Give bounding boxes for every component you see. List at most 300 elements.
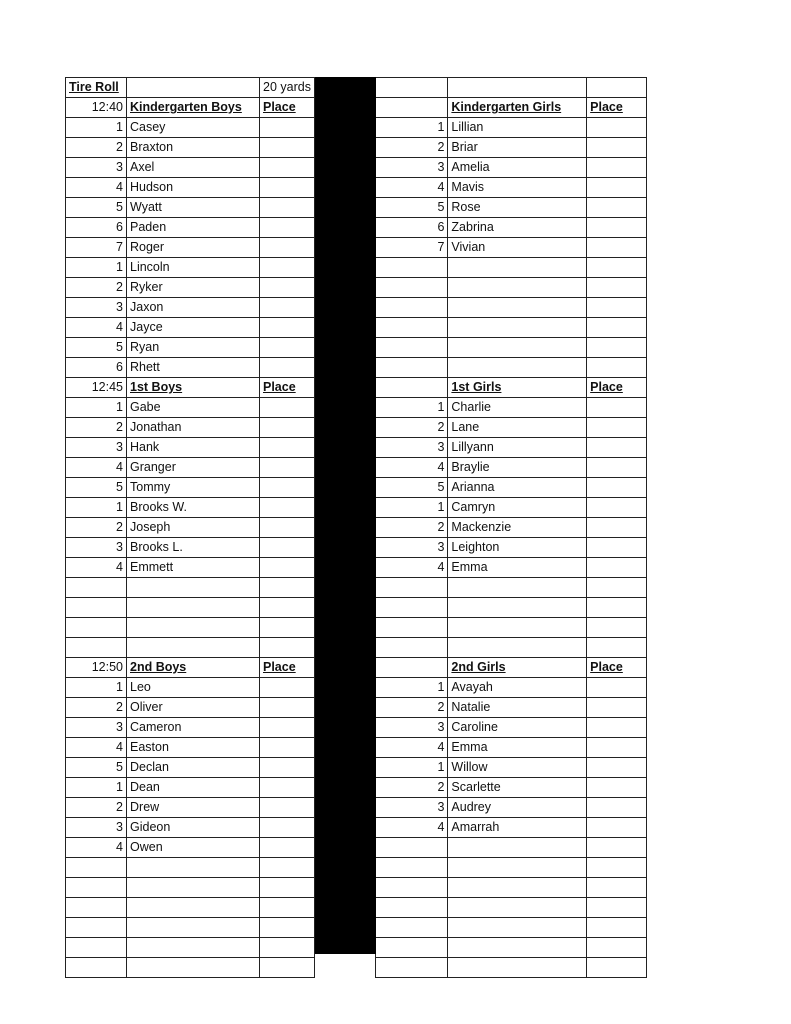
left-table-row <box>66 418 315 438</box>
runner-name-cell: Granger <box>127 458 260 478</box>
place-cell <box>587 518 647 538</box>
right-table-row <box>376 818 647 838</box>
place-cell <box>587 318 647 338</box>
heat-number-cell <box>66 918 127 938</box>
place-cell <box>587 338 647 358</box>
place-cell <box>587 698 647 718</box>
heat-number-cell <box>66 938 127 958</box>
place-cell <box>587 758 647 778</box>
right-table-row <box>376 378 647 398</box>
heat-number-cell: 3 <box>66 158 127 178</box>
right-table-row <box>376 698 647 718</box>
runner-name-cell <box>448 878 587 898</box>
place-cell <box>260 318 315 338</box>
place-cell <box>260 278 315 298</box>
runner-name-cell <box>448 358 587 378</box>
place-cell <box>587 418 647 438</box>
right-table-row <box>376 558 647 578</box>
right-table-row <box>376 158 647 178</box>
heat-number-cell: 2 <box>66 698 127 718</box>
heat-number-cell <box>376 318 448 338</box>
place-cell <box>260 178 315 198</box>
left-table-row <box>66 758 315 778</box>
runner-name-cell: Gideon <box>127 818 260 838</box>
runner-name-cell: Kindergarten Girls <box>448 98 587 118</box>
heat-number-cell <box>66 898 127 918</box>
left-table-row <box>66 578 315 598</box>
runner-name-cell: Jaxon <box>127 298 260 318</box>
place-cell <box>587 958 647 978</box>
right-table-row <box>376 538 647 558</box>
runner-name-cell: Leo <box>127 678 260 698</box>
left-table-row <box>66 78 315 98</box>
runner-name-cell: Briar <box>448 138 587 158</box>
heat-number-cell: 3 <box>376 798 448 818</box>
place-cell <box>260 778 315 798</box>
runner-name-cell <box>127 578 260 598</box>
left-table-row <box>66 318 315 338</box>
place-cell: Place <box>587 378 647 398</box>
heat-number-cell: 5 <box>66 338 127 358</box>
left-table-row <box>66 818 315 838</box>
place-cell <box>260 398 315 418</box>
heat-number-cell <box>376 378 448 398</box>
left-table-row <box>66 738 315 758</box>
place-cell <box>587 538 647 558</box>
heat-number-cell: 5 <box>376 478 448 498</box>
runner-name-cell <box>448 638 587 658</box>
left-table-row <box>66 258 315 278</box>
place-cell <box>260 498 315 518</box>
heat-number-cell: 1 <box>66 498 127 518</box>
place-cell <box>587 918 647 938</box>
runner-name-cell <box>448 918 587 938</box>
runner-name-cell: Kindergarten Boys <box>127 98 260 118</box>
right-table-row <box>376 398 647 418</box>
heat-number-cell: 1 <box>376 118 448 138</box>
runner-name-cell: Hudson <box>127 178 260 198</box>
runner-name-cell: Emma <box>448 558 587 578</box>
right-table-row <box>376 938 647 958</box>
heat-number-cell: 3 <box>376 438 448 458</box>
heat-number-cell: 4 <box>66 738 127 758</box>
left-table-row <box>66 638 315 658</box>
runner-name-cell: Rhett <box>127 358 260 378</box>
right-table-row <box>376 838 647 858</box>
right-table-row <box>376 878 647 898</box>
heat-number-cell: 3 <box>376 718 448 738</box>
right-table-row <box>376 318 647 338</box>
runner-name-cell: Zabrina <box>448 218 587 238</box>
place-cell <box>260 258 315 278</box>
heat-number-cell: 2 <box>376 778 448 798</box>
runner-name-cell: Scarlette <box>448 778 587 798</box>
right-table-row <box>376 618 647 638</box>
place-cell <box>587 78 647 98</box>
left-table-row <box>66 918 315 938</box>
runner-name-cell: Tommy <box>127 478 260 498</box>
place-cell <box>260 418 315 438</box>
place-cell <box>260 878 315 898</box>
heat-number-cell: 6 <box>376 218 448 238</box>
runner-name-cell <box>448 838 587 858</box>
runner-name-cell: Amarrah <box>448 818 587 838</box>
runner-name-cell: Arianna <box>448 478 587 498</box>
place-cell <box>587 478 647 498</box>
left-table-row <box>66 878 315 898</box>
runner-name-cell: Declan <box>127 758 260 778</box>
runner-name-cell: Roger <box>127 238 260 258</box>
place-cell <box>587 878 647 898</box>
runner-name-cell: Ryan <box>127 338 260 358</box>
heat-number-cell <box>376 578 448 598</box>
runner-name-cell: Natalie <box>448 698 587 718</box>
place-cell <box>587 278 647 298</box>
runner-name-cell: Easton <box>127 738 260 758</box>
heat-number-cell <box>376 958 448 978</box>
place-cell <box>260 818 315 838</box>
place-cell: Place <box>587 658 647 678</box>
place-cell <box>260 458 315 478</box>
runner-name-cell <box>127 638 260 658</box>
heat-number-cell: 2 <box>66 518 127 538</box>
heat-number-cell: 2 <box>376 418 448 438</box>
heat-number-cell <box>376 78 448 98</box>
heat-number-cell: 5 <box>66 198 127 218</box>
left-table-row <box>66 518 315 538</box>
right-table-row <box>376 638 647 658</box>
heat-number-cell: 12:45 <box>66 378 127 398</box>
heat-number-cell: 3 <box>376 538 448 558</box>
place-cell <box>587 838 647 858</box>
right-table-row <box>376 478 647 498</box>
heat-number-cell: 3 <box>66 818 127 838</box>
place-cell <box>587 438 647 458</box>
heat-number-cell: Tire Roll <box>66 78 127 98</box>
place-cell <box>260 698 315 718</box>
runner-name-cell: Emmett <box>127 558 260 578</box>
place-cell <box>587 258 647 278</box>
right-table-row <box>376 238 647 258</box>
runner-name-cell: Braylie <box>448 458 587 478</box>
left-table-row <box>66 178 315 198</box>
place-cell <box>260 338 315 358</box>
runner-name-cell: Dean <box>127 778 260 798</box>
heat-number-cell: 4 <box>376 178 448 198</box>
place-cell <box>260 298 315 318</box>
place-cell: Place <box>260 658 315 678</box>
place-cell <box>587 398 647 418</box>
heat-number-cell <box>376 598 448 618</box>
heat-number-cell: 6 <box>66 358 127 378</box>
runner-name-cell <box>127 958 260 978</box>
left-table-row <box>66 478 315 498</box>
runner-name-cell: Jonathan <box>127 418 260 438</box>
left-table-row <box>66 158 315 178</box>
place-cell <box>587 238 647 258</box>
runner-name-cell <box>448 898 587 918</box>
heat-number-cell: 4 <box>66 558 127 578</box>
left-table-row <box>66 958 315 978</box>
heat-number-cell: 1 <box>376 678 448 698</box>
left-table-row <box>66 618 315 638</box>
place-cell <box>260 578 315 598</box>
runner-name-cell <box>448 578 587 598</box>
runner-name-cell: Lane <box>448 418 587 438</box>
place-cell <box>587 938 647 958</box>
runner-name-cell <box>448 318 587 338</box>
place-cell <box>260 898 315 918</box>
right-table-row <box>376 598 647 618</box>
place-cell <box>260 198 315 218</box>
heat-number-cell <box>376 858 448 878</box>
left-table-row <box>66 698 315 718</box>
place-cell <box>260 218 315 238</box>
runner-name-cell: Caroline <box>448 718 587 738</box>
right-table-row <box>376 458 647 478</box>
place-cell <box>587 558 647 578</box>
place-cell <box>587 678 647 698</box>
runner-name-cell: Brooks L. <box>127 538 260 558</box>
heat-number-cell <box>376 338 448 358</box>
heat-number-cell: 2 <box>66 798 127 818</box>
runner-name-cell: Owen <box>127 838 260 858</box>
heat-number-cell <box>376 258 448 278</box>
heat-number-cell: 2 <box>66 138 127 158</box>
runner-name-cell: Emma <box>448 738 587 758</box>
place-cell <box>260 758 315 778</box>
runner-name-cell <box>127 598 260 618</box>
place-cell <box>587 898 647 918</box>
right-table-row <box>376 438 647 458</box>
place-cell <box>260 718 315 738</box>
runner-name-cell: Ryker <box>127 278 260 298</box>
runner-name-cell: Wyatt <box>127 198 260 218</box>
heat-number-cell <box>66 598 127 618</box>
left-table-row <box>66 218 315 238</box>
right-table-row <box>376 418 647 438</box>
place-cell <box>587 138 647 158</box>
left-table-row <box>66 198 315 218</box>
heat-number-cell: 4 <box>66 318 127 338</box>
heat-number-cell: 4 <box>66 178 127 198</box>
heat-number-cell: 12:40 <box>66 98 127 118</box>
heat-number-cell: 7 <box>66 238 127 258</box>
place-cell <box>260 118 315 138</box>
right-table-row <box>376 358 647 378</box>
right-table-row <box>376 198 647 218</box>
heat-number-cell: 1 <box>66 678 127 698</box>
place-cell <box>260 638 315 658</box>
runner-name-cell: 2nd Girls <box>448 658 587 678</box>
right-table-row <box>376 958 647 978</box>
heat-number-cell: 1 <box>66 118 127 138</box>
right-table-row <box>376 738 647 758</box>
right-table-row <box>376 98 647 118</box>
place-cell: Place <box>587 98 647 118</box>
place-cell <box>260 858 315 878</box>
left-table-row <box>66 838 315 858</box>
place-cell <box>260 958 315 978</box>
place-cell <box>260 678 315 698</box>
heat-number-cell: 3 <box>66 438 127 458</box>
heat-number-cell <box>66 638 127 658</box>
heat-number-cell: 1 <box>376 398 448 418</box>
left-table-row <box>66 338 315 358</box>
heat-number-cell: 4 <box>376 558 448 578</box>
left-table-row <box>66 98 315 118</box>
runner-name-cell <box>127 898 260 918</box>
heat-number-cell <box>66 618 127 638</box>
heat-number-cell <box>376 358 448 378</box>
runner-name-cell <box>448 338 587 358</box>
runner-name-cell: Mavis <box>448 178 587 198</box>
place-cell <box>587 358 647 378</box>
runner-name-cell: Vivian <box>448 238 587 258</box>
heat-number-cell <box>376 618 448 638</box>
place-cell <box>260 478 315 498</box>
heat-number-cell <box>376 878 448 898</box>
runner-name-cell: Paden <box>127 218 260 238</box>
heat-number-cell: 7 <box>376 238 448 258</box>
heat-number-cell: 4 <box>66 458 127 478</box>
place-cell <box>587 778 647 798</box>
left-table-row <box>66 678 315 698</box>
runner-name-cell <box>448 958 587 978</box>
runner-name-cell <box>448 938 587 958</box>
runner-name-cell <box>127 918 260 938</box>
right-table-row <box>376 338 647 358</box>
right-table-row <box>376 898 647 918</box>
place-cell <box>587 578 647 598</box>
right-table-row <box>376 518 647 538</box>
runner-name-cell: Hank <box>127 438 260 458</box>
heat-number-cell: 2 <box>66 278 127 298</box>
place-cell <box>587 618 647 638</box>
heat-number-cell <box>376 638 448 658</box>
right-table-row <box>376 298 647 318</box>
runner-name-cell: Avayah <box>448 678 587 698</box>
heat-number-cell <box>376 918 448 938</box>
boys-table <box>65 77 315 978</box>
left-table-row <box>66 438 315 458</box>
right-table-row <box>376 218 647 238</box>
runner-name-cell: Camryn <box>448 498 587 518</box>
left-table-row <box>66 718 315 738</box>
heat-number-cell: 1 <box>66 778 127 798</box>
right-table-row <box>376 798 647 818</box>
right-table-row <box>376 678 647 698</box>
runner-name-cell <box>127 878 260 898</box>
place-cell <box>260 538 315 558</box>
left-table-row <box>66 358 315 378</box>
left-table-row <box>66 938 315 958</box>
place-cell <box>260 918 315 938</box>
left-table-row <box>66 458 315 478</box>
right-table-row <box>376 498 647 518</box>
heat-number-cell <box>66 878 127 898</box>
heat-number-cell <box>66 578 127 598</box>
heat-number-cell <box>376 938 448 958</box>
place-cell <box>260 618 315 638</box>
heat-number-cell: 3 <box>66 298 127 318</box>
heat-number-cell: 1 <box>66 398 127 418</box>
left-table-row <box>66 238 315 258</box>
heat-number-cell <box>376 898 448 918</box>
runner-name-cell: Lillyann <box>448 438 587 458</box>
left-table-row <box>66 898 315 918</box>
heat-number-cell: 5 <box>66 758 127 778</box>
heat-number-cell: 4 <box>376 738 448 758</box>
runner-name-cell: Casey <box>127 118 260 138</box>
left-table-row <box>66 798 315 818</box>
heat-number-cell: 12:50 <box>66 658 127 678</box>
runner-name-cell <box>127 938 260 958</box>
heat-number-cell: 5 <box>376 198 448 218</box>
right-table-row <box>376 778 647 798</box>
runner-name-cell <box>448 858 587 878</box>
left-table-row <box>66 298 315 318</box>
right-table-row <box>376 858 647 878</box>
heat-number-cell: 3 <box>66 538 127 558</box>
left-table-row <box>66 558 315 578</box>
place-cell <box>260 838 315 858</box>
runner-name-cell: Brooks W. <box>127 498 260 518</box>
runner-name-cell <box>448 258 587 278</box>
heat-number-cell: 1 <box>66 258 127 278</box>
place-cell <box>587 458 647 478</box>
runner-name-cell <box>448 598 587 618</box>
heat-number-cell <box>66 958 127 978</box>
runner-name-cell <box>448 618 587 638</box>
right-table-row <box>376 78 647 98</box>
right-table-row <box>376 118 647 138</box>
place-cell <box>260 558 315 578</box>
left-table-row <box>66 118 315 138</box>
place-cell <box>587 218 647 238</box>
runner-name-cell: Braxton <box>127 138 260 158</box>
left-table-row <box>66 378 315 398</box>
place-cell: Place <box>260 98 315 118</box>
place-cell <box>587 638 647 658</box>
runner-name-cell: 2nd Boys <box>127 658 260 678</box>
heat-number-cell: 2 <box>376 698 448 718</box>
runner-name-cell: 1st Girls <box>448 378 587 398</box>
place-cell <box>587 818 647 838</box>
runner-name-cell: Drew <box>127 798 260 818</box>
place-cell <box>587 598 647 618</box>
runner-name-cell: Gabe <box>127 398 260 418</box>
runner-name-cell <box>127 858 260 878</box>
place-cell <box>587 858 647 878</box>
heat-number-cell: 4 <box>376 818 448 838</box>
runner-name-cell: 1st Boys <box>127 378 260 398</box>
place-cell <box>260 438 315 458</box>
left-table-row <box>66 598 315 618</box>
place-cell <box>260 358 315 378</box>
place-cell: 20 yards <box>260 78 315 98</box>
heat-number-cell: 2 <box>376 518 448 538</box>
place-cell <box>587 498 647 518</box>
place-cell <box>260 238 315 258</box>
right-table-row <box>376 178 647 198</box>
place-cell <box>260 938 315 958</box>
right-table-row <box>376 138 647 158</box>
place-cell <box>587 118 647 138</box>
place-cell <box>587 718 647 738</box>
right-table-row <box>376 278 647 298</box>
runner-name-cell: Mackenzie <box>448 518 587 538</box>
